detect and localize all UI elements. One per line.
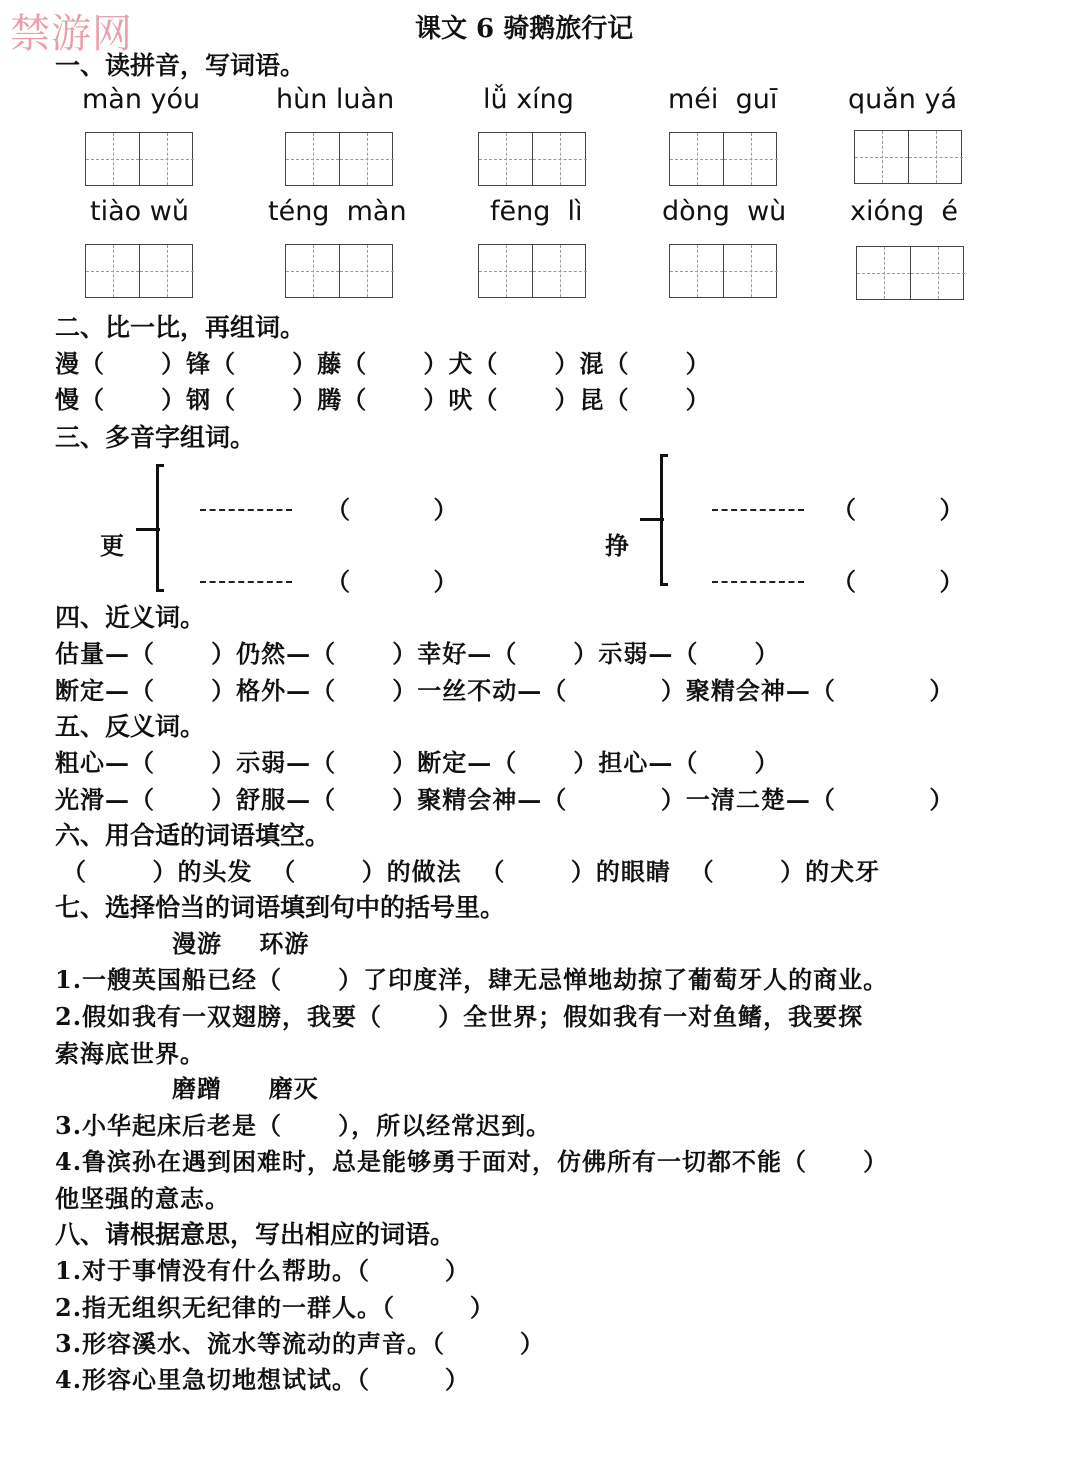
writing-grid[interactable] — [856, 246, 964, 300]
writing-grid[interactable] — [85, 132, 193, 186]
watermark: 禁游网 — [10, 11, 133, 57]
synonym-line-1: 估量—（ ）仍然—（ ）幸好—（ ）示弱—（ ） — [55, 639, 780, 668]
section-1-heading: 一、读拼音，写词语。 — [55, 51, 306, 80]
pinyin-8: fēng lì — [490, 196, 583, 227]
writing-grid[interactable] — [669, 132, 777, 186]
pinyin-7: téng màn — [268, 196, 407, 227]
word-choices-1: 漫游 环游 — [172, 929, 310, 958]
pinyin-10: xióng é — [850, 196, 959, 227]
pinyin-3: lǚ xíng — [483, 84, 574, 115]
answer-blank[interactable] — [712, 581, 804, 583]
writing-grid[interactable] — [285, 132, 393, 186]
section-5-heading: 五、反义词。 — [55, 712, 206, 741]
left-brace — [156, 464, 164, 592]
answer-blank[interactable] — [200, 509, 292, 511]
meaning-question-2: 2.指无组织无纪律的一群人。（ ） — [55, 1293, 495, 1322]
word-choices-2: 磨蹭 磨灭 — [172, 1074, 319, 1103]
choose-question-3: 3.小华起床后老是（ ），所以经常迟到。 — [55, 1111, 552, 1140]
meaning-question-3: 3.形容溪水、流水等流动的声音。（ ） — [55, 1329, 545, 1358]
antonym-line-2: 光滑—（ ）舒服—（ ）聚精会神—（ ）一清二楚—（ ） — [55, 785, 955, 814]
synonym-line-2: 断定—（ ）格外—（ ）一丝不动—（ ）聚精会神—（ ） — [55, 676, 955, 705]
answer-paren: （ ） — [326, 567, 458, 596]
answer-paren: （ ） — [326, 495, 458, 524]
choose-question-2-cont: 索海底世界。 — [55, 1039, 205, 1068]
pinyin-9: dòng wù — [662, 196, 787, 227]
section-6-heading: 六、用合适的词语填空。 — [55, 821, 331, 850]
choose-question-4: 4.鲁滨孙在遇到困难时，总是能够勇于面对，仿佛所有一切都不能（ ） — [55, 1147, 889, 1176]
pinyin-5: quǎn yá — [848, 84, 958, 115]
answer-paren: （ ） — [832, 567, 964, 596]
choose-question-4-cont: 他坚强的意志。 — [55, 1184, 230, 1213]
pinyin-2: hùn luàn — [276, 84, 395, 115]
answer-blank[interactable] — [200, 581, 292, 583]
pinyin-4: méi guī — [668, 84, 778, 115]
meaning-question-4: 4.形容心里急切地想试试。（ ） — [55, 1365, 470, 1394]
writing-grid[interactable] — [669, 244, 777, 298]
section-2-heading: 二、比一比，再组词。 — [55, 313, 306, 342]
pinyin-6: tiào wǔ — [90, 196, 189, 227]
section-8-heading: 八、请根据意思，写出相应的词语。 — [55, 1220, 456, 1249]
answer-paren: （ ） — [832, 495, 964, 524]
writing-grid[interactable] — [478, 244, 586, 298]
polyphone-char-1: 更 — [100, 531, 125, 560]
antonym-line-1: 粗心—（ ）示弱—（ ）断定—（ ）担心—（ ） — [55, 748, 780, 777]
polyphone-char-2: 挣 — [605, 531, 630, 560]
choose-question-2: 2.假如我有一双翅膀，我要（ ）全世界；假如我有一对鱼鳍，我要探 — [55, 1002, 864, 1031]
compare-line-2: 慢（ ）钢（ ）腾（ ）吠（ ）昆（ ） — [55, 385, 711, 414]
section-3-heading: 三、多音字组词。 — [55, 423, 256, 452]
compare-line-1: 漫（ ）锋（ ）藤（ ）犬（ ）混（ ） — [55, 349, 711, 378]
writing-grid[interactable] — [854, 130, 962, 184]
section-7-heading: 七、选择恰当的词语填到句中的括号里。 — [55, 893, 506, 922]
pinyin-1: màn yóu — [82, 84, 201, 115]
section-4-heading: 四、近义词。 — [55, 603, 206, 632]
choose-question-1: 1.一艘英国船已经（ ）了印度洋，肆无忌惮地劫掠了葡萄牙人的商业。 — [55, 965, 889, 994]
writing-grid[interactable] — [85, 244, 193, 298]
fill-line-1: （ ）的头发 （ ）的做法 （ ）的眼睛 （ ）的犬牙 — [62, 857, 881, 886]
writing-grid[interactable] — [478, 132, 586, 186]
page-title: 课文 6 骑鹅旅行记 — [415, 14, 634, 44]
right-brace — [660, 454, 668, 586]
meaning-question-1: 1.对于事情没有什么帮助。（ ） — [55, 1256, 470, 1285]
writing-grid[interactable] — [285, 244, 393, 298]
answer-blank[interactable] — [712, 509, 804, 511]
